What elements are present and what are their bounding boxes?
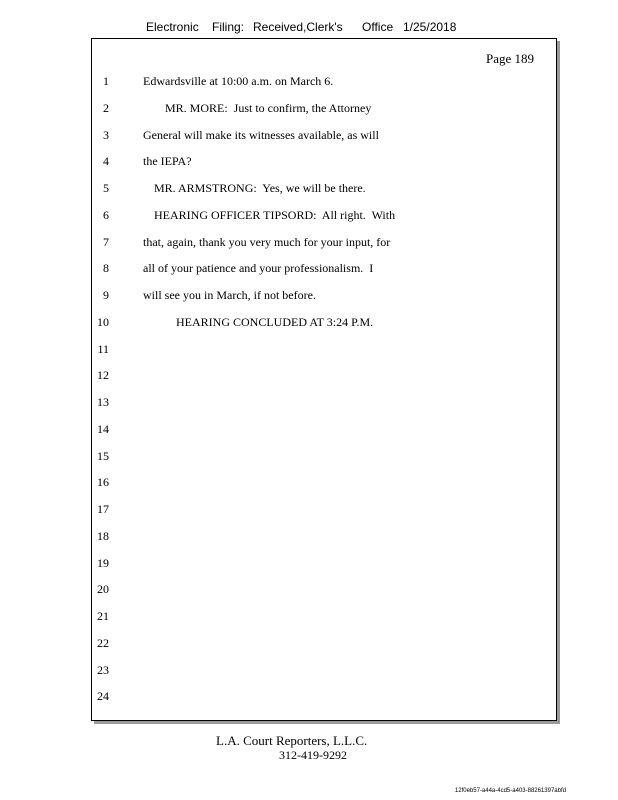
transcript-line xyxy=(92,74,552,92)
line-number: 16 xyxy=(97,475,109,490)
transcript-line xyxy=(92,556,552,574)
line-number: 8 xyxy=(103,261,109,276)
line-number: 22 xyxy=(97,635,109,650)
transcript-line xyxy=(92,529,552,547)
line-text: all of your patience and your professionalism. I xyxy=(143,261,374,276)
line-number: 20 xyxy=(97,582,109,597)
line-number: 6 xyxy=(103,207,109,222)
footer-phone: 312-419-9292 xyxy=(279,748,347,762)
line-number: 10 xyxy=(97,314,109,329)
transcript-line xyxy=(92,101,552,119)
line-number: 13 xyxy=(97,395,109,409)
transcript-line xyxy=(92,449,552,467)
line-number: 3 xyxy=(103,127,109,142)
line-text: General will make its witnesses available, as will xyxy=(143,127,379,142)
line-text: HEARING CONCLUDED AT 3:24 P.M. xyxy=(176,314,374,329)
stamp-office: Office xyxy=(362,20,394,34)
line-number: 1 xyxy=(103,74,109,88)
line-text: the IEPA? xyxy=(143,154,192,169)
line-number: 7 xyxy=(103,234,109,249)
line-text: MR. MORE: Just to confirm, the Attorney xyxy=(165,100,372,115)
line-text: Edwardsville at 10:00 a.m. on March 6. xyxy=(143,74,334,88)
transcript-line xyxy=(92,689,552,707)
line-number: 14 xyxy=(97,421,109,436)
line-number: 24 xyxy=(97,689,109,704)
line-number: 5 xyxy=(103,181,109,195)
transcript-line xyxy=(92,368,552,386)
stamp-electronic: Electronic xyxy=(146,20,199,34)
line-number: 23 xyxy=(97,662,109,677)
line-number: 12 xyxy=(97,368,109,383)
line-number: 17 xyxy=(97,502,109,516)
transcript-line xyxy=(92,663,552,681)
transcript-line xyxy=(92,609,552,627)
transcript-line xyxy=(92,261,552,279)
transcript-line xyxy=(92,181,552,199)
transcript-line xyxy=(92,154,552,172)
transcript-line xyxy=(92,636,552,654)
transcript-line xyxy=(92,208,552,226)
transcript-line xyxy=(92,475,552,493)
transcript-page xyxy=(91,38,557,721)
transcript-line xyxy=(92,422,552,440)
stamp-date: 1/25/2018 xyxy=(403,20,457,34)
transcript-line xyxy=(92,582,552,600)
line-number: 2 xyxy=(103,100,109,115)
stamp-filing: Filing: xyxy=(212,20,245,34)
filing-stamp xyxy=(0,20,618,38)
transcript-line xyxy=(92,315,552,333)
document-hash: 12f0eb57-a44a-4cd5-a403-88261397abfd xyxy=(454,788,566,794)
line-text: HEARING OFFICER TIPSORD: All right. With xyxy=(154,207,396,222)
transcript-line xyxy=(92,395,552,413)
line-number: 4 xyxy=(103,154,109,169)
page-number: Page 189 xyxy=(485,51,534,66)
stamp-received-clerks: Received,Clerk's xyxy=(253,20,343,34)
line-number: 18 xyxy=(97,528,109,543)
transcript-line xyxy=(92,502,552,520)
line-text: will see you in March, if not before. xyxy=(143,288,316,302)
line-number: 9 xyxy=(103,288,109,302)
line-number: 21 xyxy=(97,609,109,623)
line-number: 11 xyxy=(97,341,109,356)
transcript-line xyxy=(92,128,552,146)
footer-company: L.A. Court Reporters, L.L.C. xyxy=(216,733,368,748)
transcript-line xyxy=(92,235,552,253)
transcript-line xyxy=(92,342,552,360)
transcript-line xyxy=(92,288,552,306)
line-number: 19 xyxy=(97,555,109,570)
line-text: MR. ARMSTRONG: Yes, we will be there. xyxy=(154,181,366,195)
line-number: 15 xyxy=(97,448,109,463)
line-text: that, again, thank you very much for your input, for xyxy=(143,234,391,249)
